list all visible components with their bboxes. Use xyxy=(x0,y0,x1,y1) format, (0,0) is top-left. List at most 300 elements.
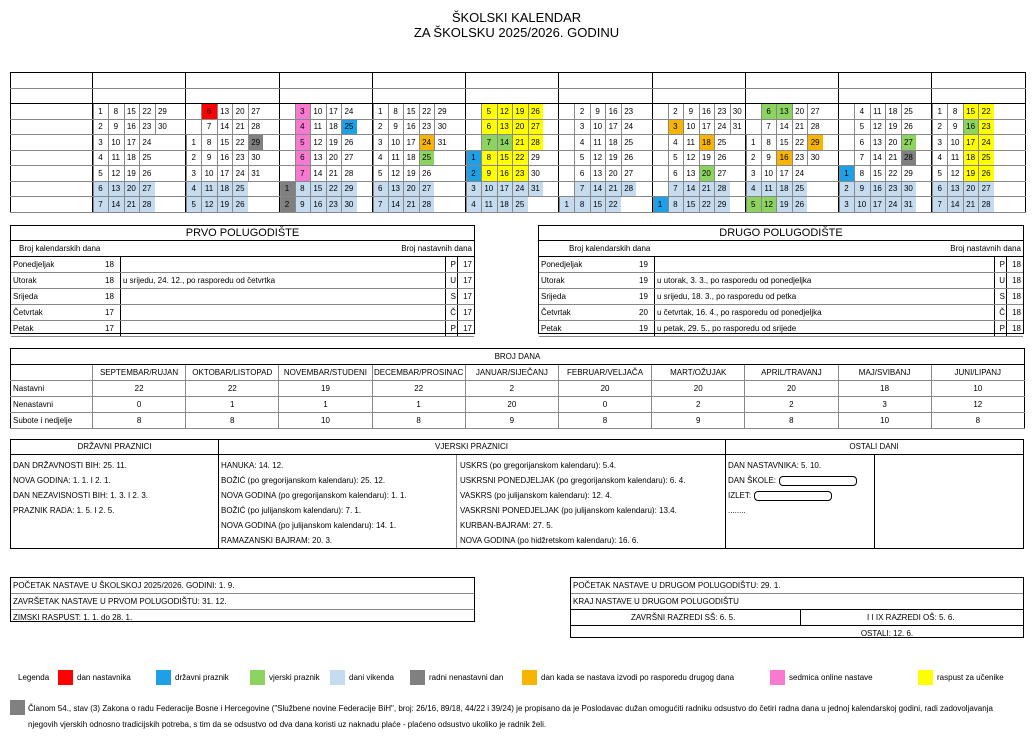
calendar-empty-cell xyxy=(807,181,823,197)
calendar-day: 21 xyxy=(326,166,342,182)
calendar-day: 24 xyxy=(419,135,435,151)
calendar-day: 6 xyxy=(761,104,777,120)
calendar-day: 16 xyxy=(870,181,886,197)
calendar-day: 18 xyxy=(124,150,140,166)
days-count-value: 2 xyxy=(465,381,558,397)
semester-row xyxy=(539,289,1023,305)
calendar-empty-cell xyxy=(450,197,466,213)
calendar-day: 25 xyxy=(139,150,155,166)
calendar-empty-cell xyxy=(652,119,668,135)
calendar-empty-cell xyxy=(916,181,932,197)
calendar-day: 18 xyxy=(776,181,792,197)
holiday-item: NOVA GODINA (po gregorijanskom kalendaru): 1. 1. xyxy=(221,491,407,500)
calendar-day: 20 xyxy=(792,104,808,120)
calendar-day: 5 xyxy=(295,135,311,151)
calendar-day: 8 xyxy=(201,135,217,151)
calendar-empty-cell xyxy=(839,135,855,151)
calendar-day: 3 xyxy=(186,166,202,182)
calendar-day: 4 xyxy=(854,104,870,120)
calendar-day: 11 xyxy=(947,150,963,166)
legend-swatch xyxy=(250,670,265,685)
calendar-day: 10 xyxy=(388,135,404,151)
calendar-day: 9 xyxy=(295,197,311,213)
calendar-day: 24 xyxy=(139,135,155,151)
calendar-day: 27 xyxy=(419,181,435,197)
calendar-day: 14 xyxy=(590,181,606,197)
days-count-value: 20 xyxy=(465,397,558,413)
calendar-day: 16 xyxy=(310,197,326,213)
calendar-day: 11 xyxy=(870,104,886,120)
calendar-day: 19 xyxy=(217,197,233,213)
calendar-day: 18 xyxy=(403,150,419,166)
calendar-day: 26 xyxy=(621,150,637,166)
calendar-day: 1 xyxy=(559,197,575,213)
calendar-day: 20 xyxy=(124,181,140,197)
calendar-day: 30 xyxy=(155,119,171,135)
calendar-day: 26 xyxy=(139,166,155,182)
calendar-day: 17 xyxy=(870,197,886,213)
calendar-day: 8 xyxy=(574,197,590,213)
semester-row xyxy=(11,257,474,273)
calendar-empty-cell xyxy=(170,150,186,166)
semester-teaching-count: 18 xyxy=(1012,260,1021,269)
final-grades-os: I I IX RAZREDI OŠ: 5. 6. xyxy=(867,613,955,622)
calendar-empty-cell xyxy=(636,119,652,135)
calendar-day: 21 xyxy=(124,197,140,213)
semester-info-line: ZAVRŠETAK NASTAVE U PRVOM POLUGODIŠTU: 31. 12. xyxy=(11,594,474,610)
calendar-empty-cell xyxy=(263,166,279,182)
calendar-day: 19 xyxy=(699,150,715,166)
calendar-day: 19 xyxy=(403,166,419,182)
month-name xyxy=(93,73,186,89)
religious-holidays-title: VJERSKI PRAZNICI xyxy=(218,440,726,455)
calendar-empty-cell xyxy=(434,181,450,197)
legend-swatch xyxy=(918,670,933,685)
holiday-item: KURBAN-BAJRAM: 27. 5. xyxy=(460,521,553,530)
days-count-row-label: Nenastavni xyxy=(11,397,93,413)
calendar-day: 25 xyxy=(792,181,808,197)
calendar-day: 23 xyxy=(792,150,808,166)
calendar-day: 10 xyxy=(761,166,777,182)
semester-day: Srijeda xyxy=(13,292,38,301)
calendar-empty-cell xyxy=(528,197,544,213)
calendar-day: 8 xyxy=(108,104,124,120)
legend-text: sedmica online nastave xyxy=(789,673,873,682)
semester-info-line: POČETAK NASTAVE U ŠKOLSKOJ 2025/2026. GODINI: 1. 9. xyxy=(11,578,474,594)
calendar-empty-cell xyxy=(1009,166,1025,182)
calendar-day: 12 xyxy=(870,119,886,135)
calendar-empty-cell xyxy=(155,166,171,182)
legend-swatch xyxy=(156,670,171,685)
calendar-day: 5 xyxy=(186,197,202,213)
calendar-day: 3 xyxy=(295,104,311,120)
month-name xyxy=(372,73,465,89)
calendar-day: 20 xyxy=(605,166,621,182)
semester-calendar-count: 17 xyxy=(105,324,114,333)
legend-text: dan nastavnika xyxy=(77,673,131,682)
month-name-local xyxy=(652,88,745,104)
holiday-item: RAMAZANSKI BAJRAM: 20. 3. xyxy=(221,536,333,545)
calendar-day: 3 xyxy=(839,197,855,213)
calendar-day: 1 xyxy=(186,135,202,151)
semester-calendar-count: 18 xyxy=(105,292,114,301)
weekday-label xyxy=(11,197,93,213)
calendar-day: 5 xyxy=(854,119,870,135)
calendar-day: 26 xyxy=(978,166,994,182)
month-name xyxy=(186,73,279,89)
calendar-day: 15 xyxy=(590,197,606,213)
calendar-day: 17 xyxy=(497,181,513,197)
calendar-day: 18 xyxy=(326,119,342,135)
calendar-day: 25 xyxy=(621,135,637,151)
calendar-empty-cell xyxy=(994,166,1010,182)
calendar-day: 30 xyxy=(434,119,450,135)
calendar-day: 24 xyxy=(621,119,637,135)
calendar-empty-cell xyxy=(994,150,1010,166)
calendar-day: 18 xyxy=(217,181,233,197)
calendar-day: 25 xyxy=(978,150,994,166)
holiday-item: NOVA GODINA (po hidžretskom kalendaru): 16. 6. xyxy=(460,536,639,545)
calendar-day: 4 xyxy=(745,181,761,197)
month-name xyxy=(559,73,652,89)
semester-calendar-count: 19 xyxy=(639,324,648,333)
legend-text: raspust za učenike xyxy=(937,673,1004,682)
calendar-empty-cell xyxy=(543,135,559,151)
days-count-value: 2 xyxy=(652,397,745,413)
calendar-day: 16 xyxy=(403,119,419,135)
calendar-day: 19 xyxy=(326,135,342,151)
calendar-day: 18 xyxy=(699,135,715,151)
month-name-local xyxy=(372,88,465,104)
calendar-day: 30 xyxy=(807,150,823,166)
calendar-empty-cell xyxy=(823,104,839,120)
calendar-day: 25 xyxy=(419,150,435,166)
calendar-day: 2 xyxy=(574,104,590,120)
legend-swatch xyxy=(410,670,425,685)
calendar-day: 13 xyxy=(683,166,699,182)
calendar-day: 6 xyxy=(93,181,109,197)
days-count-value: 8 xyxy=(93,413,186,429)
calendar-day: 31 xyxy=(528,181,544,197)
calendar-day: 19 xyxy=(963,166,979,182)
calendar-day: 16 xyxy=(776,150,792,166)
calendar-day: 14 xyxy=(217,119,233,135)
weekday-label xyxy=(11,181,93,197)
calendar-day: 2 xyxy=(186,150,202,166)
footnote-gray-mark xyxy=(10,700,25,715)
days-count-value: 8 xyxy=(558,413,651,429)
calendar-empty-cell xyxy=(807,166,823,182)
calendar-day: 4 xyxy=(466,197,482,213)
days-count-value: 22 xyxy=(93,381,186,397)
calendar-day: 13 xyxy=(217,104,233,120)
calendar-empty-cell xyxy=(466,104,482,120)
calendar-day: 20 xyxy=(326,150,342,166)
calendar-day: 20 xyxy=(885,135,901,151)
days-count-value: 20 xyxy=(558,381,651,397)
calendar-day: 7 xyxy=(201,119,217,135)
holiday-item: IZLET: xyxy=(728,488,857,503)
calendar-day: 7 xyxy=(854,150,870,166)
calendar-day: 16 xyxy=(605,104,621,120)
calendar-day: 24 xyxy=(512,181,528,197)
calendar-empty-cell xyxy=(823,150,839,166)
calendar-day: 1 xyxy=(279,181,295,197)
calendar-day: 20 xyxy=(232,104,248,120)
semester-teaching-count: 17 xyxy=(463,260,472,269)
holiday-item: NOVA GODINA (po julijanskom kalendaru): 14. 1. xyxy=(221,521,397,530)
calendar-day: 25 xyxy=(232,181,248,197)
semester-day: Petak xyxy=(541,324,562,333)
weekday-label xyxy=(11,135,93,151)
calendar-day: 8 xyxy=(854,166,870,182)
legend-item xyxy=(250,670,320,685)
calendar-day: 27 xyxy=(901,135,917,151)
calendar-day: 11 xyxy=(388,150,404,166)
calendar-day: 8 xyxy=(481,150,497,166)
calendar-empty-cell xyxy=(279,150,295,166)
calendar-day: 7 xyxy=(668,181,684,197)
second-semester-start: POČETAK NASTAVE U DRUGOM POLUGODIŠTU: 29. 1. xyxy=(571,578,1023,594)
calendar-day: 24 xyxy=(978,135,994,151)
calendar-day: 17 xyxy=(217,166,233,182)
legend-swatch xyxy=(330,670,345,685)
calendar-day: 16 xyxy=(699,104,715,120)
calendar-empty-cell xyxy=(839,104,855,120)
days-count-month: FEBRUAR/VELJAČA xyxy=(558,365,651,381)
calendar-day: 10 xyxy=(854,197,870,213)
calendar-empty-cell xyxy=(916,197,932,213)
semester-teaching-count: 17 xyxy=(463,276,472,285)
semester-teaching-count: 18 xyxy=(1012,308,1021,317)
calendar-empty-cell xyxy=(279,135,295,151)
calendar-day: 14 xyxy=(388,197,404,213)
calendar-day: 22 xyxy=(326,181,342,197)
calendar-empty-cell xyxy=(357,197,373,213)
calendar-day: 4 xyxy=(574,135,590,151)
calendar-empty-cell xyxy=(916,119,932,135)
calendar-day: 27 xyxy=(807,104,823,120)
calendar-empty-cell xyxy=(279,166,295,182)
calendar-day: 6 xyxy=(932,181,948,197)
days-count-value: 10 xyxy=(838,413,931,429)
days-count-value: 1 xyxy=(279,397,372,413)
calendar-day: 3 xyxy=(574,119,590,135)
calendar-day: 14 xyxy=(683,181,699,197)
days-count-month: MART/OŽUJAK xyxy=(652,365,745,381)
legend-text: dani vikenda xyxy=(349,673,394,682)
calendar-day: 26 xyxy=(232,197,248,213)
semester-teaching-count: 17 xyxy=(463,292,472,301)
calendar-empty-cell xyxy=(994,181,1010,197)
calendar-empty-cell xyxy=(652,135,668,151)
calendar-day: 2 xyxy=(93,119,109,135)
calendar-day: 2 xyxy=(372,119,388,135)
days-count-title: BROJ DANA xyxy=(11,349,1025,365)
calendar-day: 13 xyxy=(870,135,886,151)
semester-day: Srijeda xyxy=(541,292,566,301)
calendar-empty-cell xyxy=(263,197,279,213)
calendar-day: 5 xyxy=(372,166,388,182)
calendar-empty-cell xyxy=(823,181,839,197)
calendar-empty-cell xyxy=(636,150,652,166)
calendar-empty-cell xyxy=(621,197,637,213)
calendar-day: 23 xyxy=(978,119,994,135)
calendar-day: 20 xyxy=(403,181,419,197)
calendar-day: 15 xyxy=(870,166,886,182)
calendar-day: 23 xyxy=(512,166,528,182)
legend-text: vjerski praznik xyxy=(269,673,320,682)
calendar-empty-cell xyxy=(559,104,575,120)
calendar-empty-cell xyxy=(1009,104,1025,120)
legend-item xyxy=(330,670,394,685)
calendar-day: 4 xyxy=(932,150,948,166)
days-count-value: 2 xyxy=(745,397,838,413)
calendar-day: 11 xyxy=(481,197,497,213)
calendar-day: 19 xyxy=(124,166,140,182)
days-count-month: OKTOBAR/LISTOPAD xyxy=(186,365,279,381)
calendar-day: 1 xyxy=(93,104,109,120)
semester-calendar-count: 19 xyxy=(639,292,648,301)
calendar-empty-cell xyxy=(636,166,652,182)
calendar-day: 6 xyxy=(574,166,590,182)
calendar-empty-cell xyxy=(543,150,559,166)
semester-day: Petak xyxy=(13,324,34,333)
calendar-empty-cell xyxy=(559,150,575,166)
holiday-item: NOVA GODINA: 1. 1. I 2. 1. xyxy=(13,476,111,485)
days-count-value: 10 xyxy=(279,413,372,429)
calendar-day: 31 xyxy=(248,166,264,182)
calendar-day: 9 xyxy=(683,104,699,120)
calendar-day: 7 xyxy=(93,197,109,213)
month-header-label xyxy=(11,73,93,89)
second-cal-days-header: Broj kalendarskih dana xyxy=(569,244,651,253)
page-title xyxy=(0,10,1033,40)
calendar-empty-cell xyxy=(994,119,1010,135)
days-count-value: 1 xyxy=(372,397,465,413)
footnote-text: Članom 54., stav (3) Zakona o radu Federacije Bosne i Hercegovine ("Službene novine Federacije BiH", broj: 26/16, 89/18, 44/22 i 39/24) je propisano da je Poslodavac dužan omogućiti radniku odsustvo do četiri radna dana u jednoj kalendarskoj godini, radi zadovoljavanja njegovih vjerskih odnosno tradicijskih potreba, s tim da se odsustvo od dva dana koristi uz naknadu plaće - plaćeno odsustvo ukoliko je radnik želi. xyxy=(28,704,993,729)
semester-day-letter: P xyxy=(450,324,456,333)
blank-input-line[interactable] xyxy=(754,491,832,501)
days-count-value: 20 xyxy=(652,381,745,397)
calendar-day: 6 xyxy=(854,135,870,151)
calendar-empty-cell xyxy=(263,181,279,197)
calendar-day: 26 xyxy=(528,104,544,120)
calendar-day: 14 xyxy=(108,197,124,213)
calendar-empty-cell xyxy=(434,166,450,182)
calendar-day: 1 xyxy=(745,135,761,151)
calendar-day: 21 xyxy=(605,181,621,197)
calendar-day: 12 xyxy=(310,135,326,151)
calendar-day: 15 xyxy=(963,104,979,120)
calendar-empty-cell xyxy=(450,181,466,197)
semester-day: Ponedjeljak xyxy=(13,260,55,269)
calendar-empty-cell xyxy=(823,197,839,213)
calendar-empty-cell xyxy=(357,104,373,120)
calendar-empty-cell xyxy=(466,135,482,151)
calendar-empty-cell xyxy=(357,166,373,182)
days-count-value: 0 xyxy=(93,397,186,413)
calendar-day: 22 xyxy=(792,135,808,151)
month-name xyxy=(652,73,745,89)
calendar-day: 6 xyxy=(481,119,497,135)
calendar-empty-cell xyxy=(263,135,279,151)
calendar-day: 13 xyxy=(947,181,963,197)
calendar-day: 26 xyxy=(901,119,917,135)
calendar-empty-cell xyxy=(279,119,295,135)
calendar-empty-cell xyxy=(248,181,264,197)
calendar-day: 23 xyxy=(714,104,730,120)
calendar-day: 16 xyxy=(497,166,513,182)
calendar-empty-cell xyxy=(916,166,932,182)
calendar-empty-cell xyxy=(839,119,855,135)
calendar-empty-cell xyxy=(434,197,450,213)
calendar-empty-cell xyxy=(559,135,575,151)
semester-teaching-count: 18 xyxy=(1012,276,1021,285)
month-name-local xyxy=(279,88,372,104)
calendar-day: 13 xyxy=(108,181,124,197)
calendar-day: 29 xyxy=(341,181,357,197)
calendar-day: 8 xyxy=(761,135,777,151)
calendar-empty-cell xyxy=(636,197,652,213)
calendar-day: 9 xyxy=(108,119,124,135)
calendar-empty-cell xyxy=(450,150,466,166)
calendar-day: 7 xyxy=(761,119,777,135)
calendar-empty-cell xyxy=(994,197,1010,213)
calendar-empty-cell xyxy=(170,166,186,182)
days-count-month: JANUAR/SIJEČANJ xyxy=(465,365,558,381)
second-semester-box xyxy=(538,225,1024,334)
holiday-item: VASKRS (po julijanskom kalendaru): 12. 4. xyxy=(460,491,612,500)
calendar-empty-cell xyxy=(543,181,559,197)
holiday-item: PRAZNIK RADA: 1. 5. I 2. 5. xyxy=(13,506,115,515)
calendar-day: 29 xyxy=(434,104,450,120)
days-count-value: 8 xyxy=(186,413,279,429)
calendar-day: 10 xyxy=(310,104,326,120)
calendar-empty-cell xyxy=(994,135,1010,151)
calendar-empty-cell xyxy=(730,197,746,213)
calendar-day: 15 xyxy=(124,104,140,120)
calendar-day: 22 xyxy=(419,104,435,120)
weekday-label xyxy=(11,150,93,166)
calendar-day: 5 xyxy=(93,166,109,182)
days-count-month: SEPTEMBAR/RUJAN xyxy=(93,365,186,381)
calendar-day: 27 xyxy=(341,150,357,166)
calendar-day: 23 xyxy=(326,197,342,213)
weekday-label xyxy=(11,166,93,182)
semester-note: u utorak, 3. 3., po rasporedu od ponedjeljka xyxy=(657,276,812,285)
calendar-empty-cell xyxy=(839,150,855,166)
blank-input-line[interactable] xyxy=(779,476,857,486)
calendar-empty-cell xyxy=(155,135,171,151)
calendar-empty-cell xyxy=(357,119,373,135)
days-count-value: 8 xyxy=(745,413,838,429)
holiday-item: USKRS (po gregorijanskom kalendaru): 5.4. xyxy=(460,461,617,470)
calendar-day: 4 xyxy=(186,181,202,197)
weekday-label xyxy=(11,119,93,135)
calendar-day: 2 xyxy=(745,150,761,166)
calendar-day: 3 xyxy=(745,166,761,182)
calendar-day: 5 xyxy=(481,104,497,120)
semester-day: Četvrtak xyxy=(13,308,43,317)
calendar-day: 10 xyxy=(947,135,963,151)
second-semester-end: KRAJ NASTAVE U DRUGOM POLUGODIŠTU xyxy=(571,594,1023,610)
days-count-value: 1 xyxy=(186,397,279,413)
days-count-value: 18 xyxy=(838,381,931,397)
calendar-empty-cell xyxy=(186,104,202,120)
semester-day: Ponedjeljak xyxy=(541,260,583,269)
calendar-day: 30 xyxy=(341,197,357,213)
